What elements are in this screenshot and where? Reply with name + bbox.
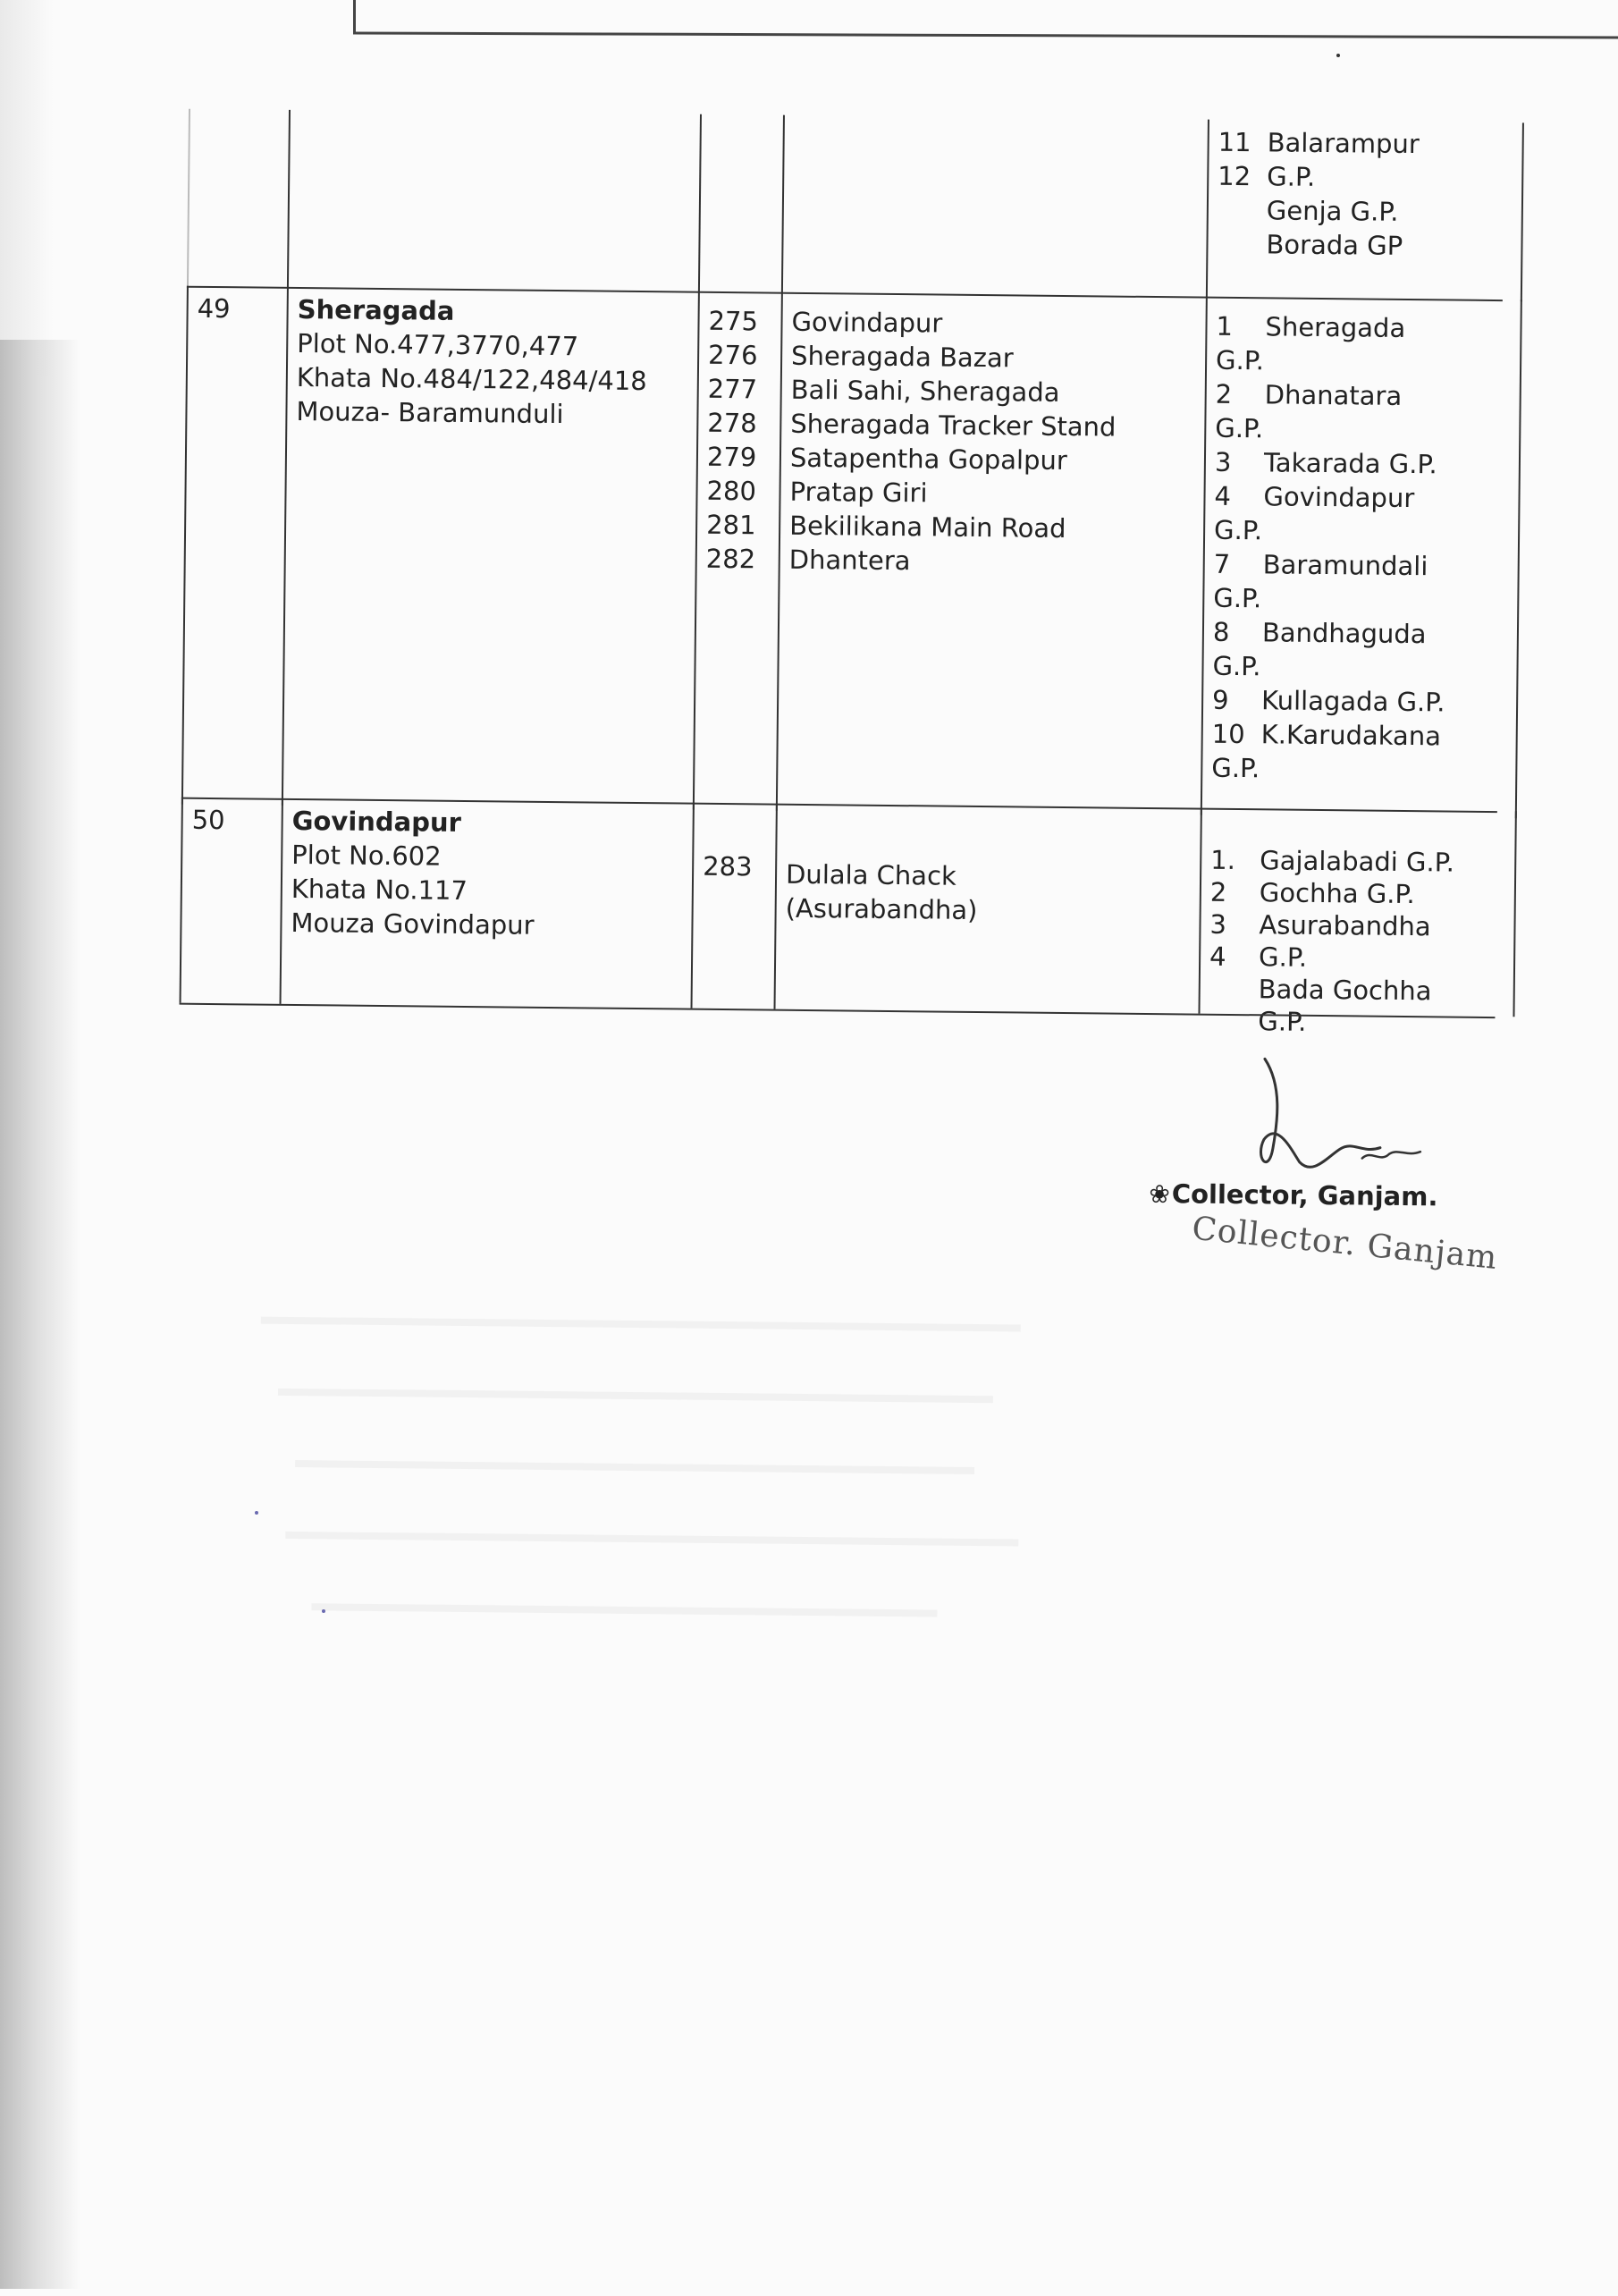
gp-number: 3 (1214, 446, 1232, 477)
bleed-through (311, 1603, 937, 1616)
gp-item (1212, 649, 1507, 686)
gp-number: 2 (1209, 876, 1227, 907)
gp-name: Baramundali (1262, 549, 1428, 582)
initial-mark-icon: ❀ (1149, 1179, 1171, 1210)
bleed-through (285, 1532, 1018, 1547)
speck (255, 1511, 258, 1515)
gp-number-list (1217, 125, 1268, 262)
speck (322, 1609, 325, 1613)
designation-line (1149, 1178, 1437, 1211)
gp-name: G.P. (1258, 941, 1308, 973)
gp-name: G.P. (1211, 752, 1260, 784)
gp-cell (1206, 120, 1524, 302)
gp-item (1209, 1005, 1504, 1040)
speck (1336, 54, 1340, 57)
gp-name: Dhanatara (1264, 379, 1403, 411)
gp-name: G.P. (1213, 514, 1263, 546)
place-cell (280, 798, 712, 1009)
booth-number: 277 (707, 373, 758, 405)
table-row-continued (4, 107, 1618, 303)
gp-name: Genja G.P. (1266, 195, 1399, 227)
gp-number: 4 (1214, 480, 1232, 511)
gp-name: Bada Gochha (1258, 974, 1432, 1007)
gp-name: Gajalabadi G.P. (1260, 845, 1455, 878)
gp-item (1215, 411, 1510, 448)
gp-item (1211, 751, 1506, 788)
gp-item (1210, 844, 1505, 879)
gp-number: 8 (1212, 616, 1230, 647)
gp-number: 3 (1209, 908, 1227, 940)
gp-item (1209, 941, 1504, 975)
booth-number: 278 (707, 407, 757, 439)
booth-number: 275 (708, 305, 759, 337)
plot-number: Plot No.477,3770,477 (297, 327, 579, 362)
gp-number: 1. (1210, 844, 1236, 876)
gp-item (1216, 309, 1511, 346)
table-row (0, 284, 1618, 820)
booth-num-cell (698, 114, 785, 294)
gp-number: 10 (1211, 718, 1245, 750)
gp-name: Asurabandha (1259, 909, 1431, 942)
gp-name: G.P. (1258, 1006, 1307, 1037)
gp-item (1214, 547, 1509, 584)
gp-item (1212, 717, 1507, 754)
booth-name: (Asurabandha) (785, 892, 978, 925)
gp-item (1210, 876, 1505, 911)
place-name: Govindapur (291, 805, 462, 838)
booth-name: Sheragada Tracker Stand (790, 408, 1117, 443)
booth-number: 281 (705, 509, 756, 541)
place-name: Sheragada (297, 293, 455, 326)
khata-number: Khata No.484/122,484/418 (296, 361, 647, 397)
gp-name: Gochha G.P. (1259, 877, 1415, 910)
booth-name-cell (776, 292, 1226, 815)
gp-name: Borada GP (1266, 229, 1403, 261)
bleed-through (261, 1317, 1021, 1332)
signature-block (1137, 1049, 1500, 1321)
gp-name: Kullagada G.P. (1260, 685, 1445, 718)
booth-number: 283 (702, 850, 753, 882)
gp-name: Bandhaguda (1261, 617, 1427, 650)
booth-number: 279 (706, 441, 757, 473)
bleed-through (278, 1389, 993, 1403)
gp-number: 9 (1211, 684, 1229, 715)
booth-name: Sheragada Bazar (790, 340, 1014, 374)
gp-name: G.P. (1213, 582, 1262, 614)
booth-name: Bali Sahi, Sheragada (790, 374, 1060, 408)
serial-number: 49 (197, 292, 231, 325)
gp-item (1214, 513, 1509, 550)
gp-number: 2 (1215, 378, 1233, 409)
booth-name-cell (774, 804, 1220, 1014)
gp-name: Takarada G.P. (1263, 447, 1437, 480)
booth-name-cell (781, 115, 1209, 299)
gp-item (1209, 908, 1504, 943)
gp-name-list (1266, 125, 1420, 263)
serial-number: 50 (191, 804, 225, 836)
gp-name: G.P. (1212, 650, 1261, 682)
signature-icon (1227, 1050, 1462, 1195)
mouza-name: Mouza Govindapur (291, 907, 535, 941)
gp-item (1213, 581, 1508, 618)
gp-name: G.P. (1215, 344, 1265, 376)
gp-name: G.P. (1215, 412, 1264, 444)
booth-name: Govindapur (791, 306, 943, 339)
place-cell (287, 110, 702, 293)
booth-number: 276 (707, 339, 758, 371)
bleed-through (295, 1460, 974, 1474)
booth-name: Pratap Giri (789, 476, 928, 509)
collector-stamp: Collector. Ganjam (1190, 1210, 1500, 1277)
gp-item (1213, 615, 1508, 652)
gp-number (1209, 1005, 1258, 1038)
gp-number (1209, 973, 1259, 1006)
gp-number: 7 (1213, 548, 1231, 579)
gp-item (1216, 343, 1511, 380)
sl-cell (187, 109, 291, 289)
gp-name: Sheragada (1265, 311, 1406, 343)
gp-number: 1 (1216, 310, 1234, 342)
booth-name: Dhantera (788, 544, 911, 577)
gp-number: 11 (1218, 126, 1251, 158)
gp-cell (1198, 808, 1516, 1037)
gp-item (1212, 683, 1507, 720)
gp-name: Balarampur (1267, 127, 1420, 160)
gp-number: 4 (1209, 941, 1226, 972)
gp-item (1215, 445, 1510, 482)
booth-name: Bekilikana Main Road (788, 510, 1066, 544)
table-row (0, 796, 1616, 1037)
gp-item (1214, 479, 1509, 516)
booth-name: Satapentha Gopalpur (789, 442, 1067, 477)
gp-name: Govindapur (1263, 481, 1415, 514)
designation: Collector, Ganjam. (1171, 1178, 1438, 1212)
booth-name: Dulala Chack (785, 858, 956, 891)
gp-name: K.Karudakana (1260, 719, 1442, 752)
gp-number: 12 (1218, 160, 1251, 192)
gp-name: G.P. (1267, 161, 1316, 192)
khata-number: Khata No.117 (291, 873, 468, 907)
place-cell (282, 287, 718, 810)
plot-number: Plot No.602 (291, 839, 442, 872)
mouza-name: Mouza- Baramunduli (296, 395, 564, 430)
booth-number: 282 (705, 543, 756, 575)
gp-item (1216, 377, 1511, 414)
gp-cell (1201, 297, 1522, 819)
gp-item (1209, 973, 1504, 1008)
booth-number: 280 (706, 475, 757, 507)
